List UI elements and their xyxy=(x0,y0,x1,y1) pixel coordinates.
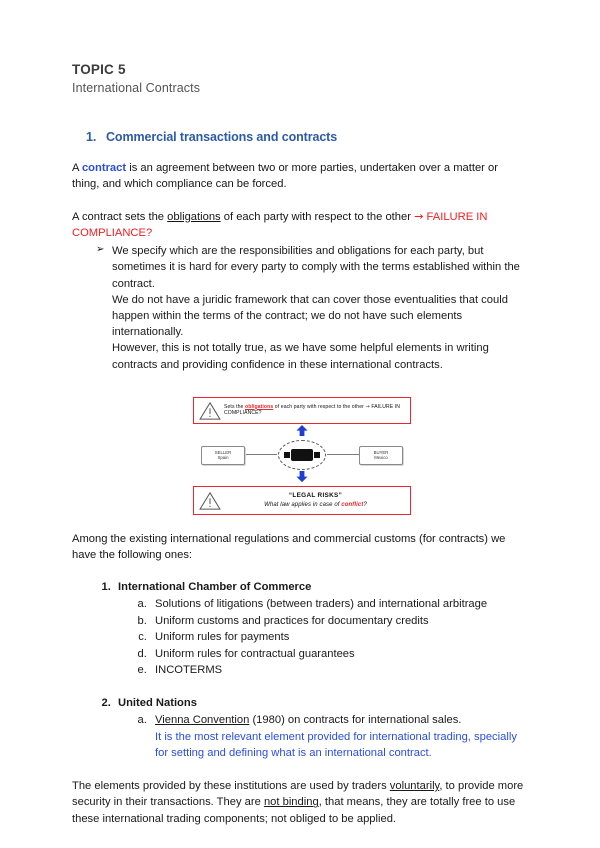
icc-sublist xyxy=(118,596,528,678)
vienna-convention-rest: (1980) on contracts for international sales. xyxy=(249,714,462,727)
paragraph-obligations xyxy=(72,209,528,241)
diagram-bottom-warning-box xyxy=(193,486,411,515)
bullet-text: We specify which are the responsibilities and obligations for each party, but sometimes it is hard for every party to comply with the terms established within the contract. xyxy=(112,245,520,290)
left-party-line1: SELLER xyxy=(214,450,232,456)
para2-lead: A contract sets the xyxy=(72,210,168,223)
diagram-arrow-right-icon: → xyxy=(365,403,370,410)
icc-title: International Chamber of Commerce xyxy=(118,581,312,594)
handshake-icon xyxy=(291,449,313,461)
section-number: 1. xyxy=(86,130,97,145)
paragraph-contract-definition xyxy=(72,160,528,192)
list-item: d. Uniform rules for contractual guarantees xyxy=(150,646,528,662)
arrow-up-icon xyxy=(296,425,309,436)
paragraph-closing xyxy=(72,778,528,827)
diagram-connector-left xyxy=(243,454,277,455)
contract-risks-diagram xyxy=(193,397,411,515)
list-item: a. Solutions of litigations (between traders) and international arbitrage xyxy=(150,596,528,612)
arrow-bullet-list xyxy=(72,243,528,292)
list-item: c. Uniform rules for payments xyxy=(150,629,528,645)
term-contract: contract xyxy=(81,162,127,175)
un-title: United Nations xyxy=(118,697,197,710)
list-item xyxy=(72,243,528,292)
closing-part2: , to provide more security in their transactions. They are xyxy=(72,780,524,809)
un-sublist xyxy=(118,712,528,761)
arrow-down-icon xyxy=(296,471,309,482)
diagram-connector-right xyxy=(327,454,361,455)
legal-risks-question xyxy=(224,501,407,509)
warning-triangle-icon xyxy=(199,401,221,420)
legal-risks-conflict: conflict xyxy=(341,502,364,509)
warning-triangle-icon xyxy=(199,491,221,510)
left-party-line2: Spain xyxy=(217,455,229,461)
diagram-hub xyxy=(278,440,326,470)
vienna-convention-note: It is the most relevant element provided for international trading, specially for setting and defining what is an international contract. xyxy=(155,730,517,759)
diagram-right-party-box xyxy=(359,446,403,465)
legal-risks-question-tail: ? xyxy=(363,502,367,509)
para1-lead: A xyxy=(72,162,82,175)
arrow-bullet-icon: ➢ xyxy=(96,244,105,256)
closing-part1: The elements provided by these institutions are used by traders xyxy=(72,780,390,793)
term-not-binding: not binding xyxy=(263,796,319,809)
diagram-top-warning-text xyxy=(224,404,407,418)
diagram-parties-row xyxy=(193,435,411,475)
term-voluntarily: voluntarily xyxy=(389,780,440,793)
arrow-right-icon: → xyxy=(414,209,424,223)
para2-middle: of each party with respect to the other xyxy=(220,210,415,223)
diagram-top-obligations: obligations xyxy=(245,403,274,410)
list-item: b. Uniform customs and practices for documentary credits xyxy=(150,613,528,629)
section-heading xyxy=(86,130,528,144)
diagram-left-party-box xyxy=(201,446,245,465)
diagram-top-lead: Sets the xyxy=(224,403,246,410)
paragraph-regulations-intro: Among the existing international regulations and commercial customs (for contracts) we have the following ones: xyxy=(72,532,506,562)
list-item xyxy=(150,712,528,761)
diagram-top-warning-box xyxy=(193,397,411,424)
sub-paragraph-juridic-framework: We do not have a juridic framework that can cover those eventualities that could happen within the terms of the contract; we do not have such elements internationally. xyxy=(112,293,508,339)
sub-paragraph-helpful-elements: However, this is not totally true, as we have some helpful elements in writing contracts and providing confidence in these international contracts. xyxy=(112,342,489,371)
diagram-top-tail: FAILURE IN COMPLIANCE? xyxy=(224,403,401,417)
legal-risks-question-lead: What law applies in case of xyxy=(264,502,342,509)
right-party-line1: BUYER xyxy=(373,450,389,456)
closing-part3: , that means, they are totally free to use these international trading components; not obliged to be applied. xyxy=(72,796,516,825)
section-heading-label: Commercial transactions and contracts xyxy=(106,130,338,145)
regulations-list xyxy=(72,579,528,761)
diagram-bottom-warning-text xyxy=(224,492,407,510)
para1-rest: is an agreement between two or more parties, undertaken over a matter or thing, and which compliance can be forced. xyxy=(72,162,498,191)
legal-risks-title: “LEGAL RISKS” xyxy=(288,491,343,499)
list-item: e. INCOTERMS xyxy=(150,662,528,678)
vienna-convention-term: Vienna Convention xyxy=(155,714,250,727)
alert-failure-text: FAILURE IN COMPLIANCE? xyxy=(72,210,488,239)
document-content xyxy=(72,62,528,827)
right-party-line2: Mexico xyxy=(374,455,388,461)
document-title: TOPIC 5 xyxy=(72,62,126,77)
term-obligations: obligations xyxy=(167,210,221,223)
list-item-icc xyxy=(114,579,528,678)
list-item-united-nations xyxy=(114,695,528,761)
document-subtitle: International Contracts xyxy=(72,80,201,95)
diagram-top-middle: of each party with respect to the other xyxy=(273,403,366,410)
